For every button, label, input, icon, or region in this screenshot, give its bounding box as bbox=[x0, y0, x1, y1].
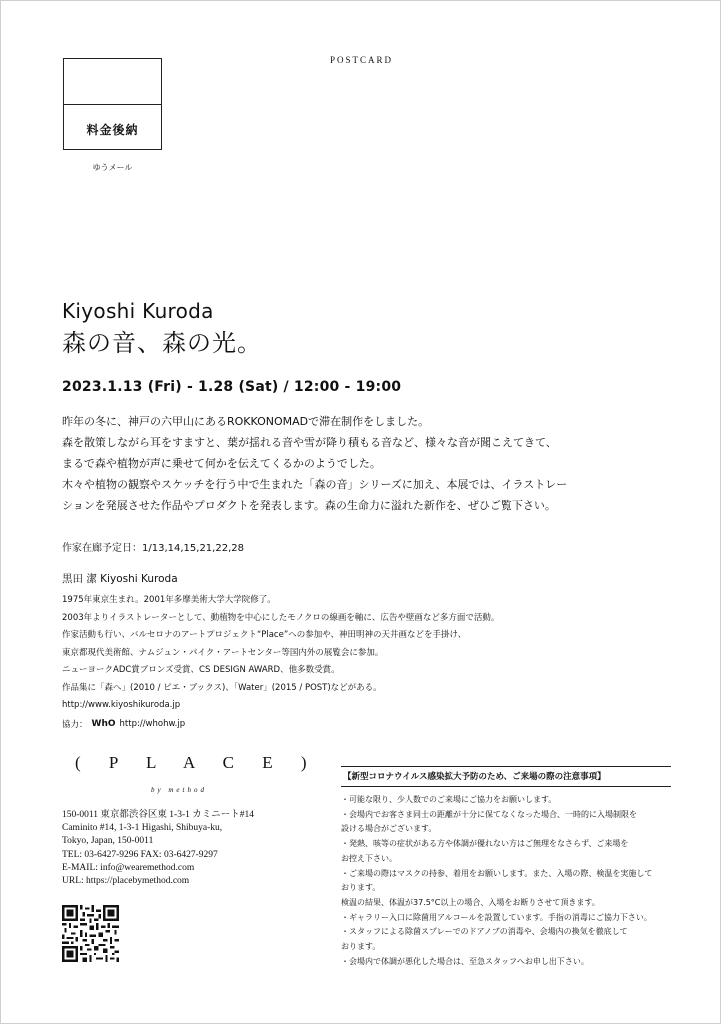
contact-phone: TEL: 03-6427-9296 FAX: 03-6427-9297 bbox=[62, 849, 218, 860]
qr-code[interactable] bbox=[62, 905, 119, 962]
statement-line: 森を散策しながら耳をすますと、葉が揺れる音や雪が降り積もる音など、様々な音が聞こえてきて、 bbox=[62, 436, 557, 449]
statement-line: 木々や植物の観察やスケッチを行う中で生まれた「森の音」シリーズに加え、本展では、イラストレー bbox=[62, 478, 568, 491]
mail-type-label: ゆうメール bbox=[92, 163, 133, 172]
notice-item: ・発熱、咳等の症状がある方や体調が優れない方はご無理をなさらず、ご来場を bbox=[341, 839, 629, 849]
contact-url[interactable]: URL: https://placebymethod.com bbox=[62, 876, 190, 887]
exhibition-dates: 2023.1.13 (Fri) - 1.28 (Sat) / 12:00 - 19:00 bbox=[62, 379, 402, 395]
notice-item: ・スタッフによる除菌スプレーでのドアノブの消毒や、会場内の換気を徹底して bbox=[341, 927, 628, 937]
address-line: Tokyo, Japan, 150-0011 bbox=[62, 836, 154, 847]
who-logo: WhO bbox=[91, 719, 116, 729]
stamp-divider bbox=[64, 104, 161, 105]
address-line: Caminito #14, 1-3-1 Higashi, Shibuya-ku, bbox=[62, 823, 223, 834]
cooperation-url[interactable]: http://whohw.jp bbox=[119, 719, 186, 729]
bio-line: 2003年よりイラストレーターとして、動植物を中心にしたモノクロの線画を軸に、広告や壁画など多方面で活動。 bbox=[62, 612, 500, 623]
bio-line: 1975年東京生まれ。2001年多摩美術大学大学院修了。 bbox=[62, 595, 276, 605]
cooperation-credit bbox=[62, 718, 185, 730]
notice-item: ・ギャラリー入口に除菌用アルコールを設置しています。手指の消毒にご協力下さい。 bbox=[341, 912, 652, 922]
notice-title: 【新型コロナウイルス感染拡大予防のため、ご来場の際の注意事項】 bbox=[341, 766, 671, 787]
notice-item: ・会場内でお客さま同士の距離が十分に保てなくなった場合、一時的に入場制限を bbox=[341, 809, 637, 819]
notice-item: ・ご来場の際はマスクの持参、着用をお願いします。また、入場の際、検温を実施して bbox=[341, 868, 653, 878]
exhibition-statement bbox=[62, 411, 672, 516]
artist-name: Kiyoshi Kuroda bbox=[62, 299, 214, 323]
bio-line: 作家活動も行い、バルセロナのアートプロジェクト“Place”への参加や、神田明神の天井画などを手掛け、 bbox=[62, 630, 467, 640]
bio-line: 作品集に「森へ」(2010 / ピエ・ブックス)、「Water」(2015 / POST)などがある。 bbox=[62, 682, 382, 693]
contact-email[interactable]: E-MAIL: info@wearemethod.com bbox=[62, 862, 195, 873]
artist-biography bbox=[62, 592, 662, 715]
postage-stamp-box bbox=[63, 58, 162, 150]
artist-attendance-days: 作家在廊予定日：1/13,14,15,21,22,28 bbox=[62, 543, 244, 554]
notice-item: おります。 bbox=[341, 883, 381, 893]
covid-notice bbox=[341, 766, 671, 969]
notice-item: お控え下さい。 bbox=[341, 853, 397, 863]
bio-line: 東京都現代美術館、ナムジュン・パイク・アートセンター等国内外の展覧会に参加。 bbox=[62, 647, 384, 658]
notice-list bbox=[341, 793, 671, 969]
address-line: 150-0011 東京都渋谷区東 1-3-1 カミニート#14 bbox=[62, 810, 255, 820]
exhibition-title: 森の音、森の光。 bbox=[62, 329, 262, 357]
statement-line: ションを発展させた作品やプロダクトを発表します。森の生命力に溢れた新作を、ぜひご覧下さい。 bbox=[62, 499, 556, 512]
notice-item: ・可能な限り、少人数でのご来場にご協力をお願いします。 bbox=[341, 795, 557, 804]
bio-name: 黒田 潔 Kiyoshi Kuroda bbox=[62, 573, 178, 585]
postcard-label: POSTCARD bbox=[329, 55, 393, 65]
postage-fee-label: 料金後納 bbox=[86, 123, 139, 137]
by-method-tagline: by method bbox=[151, 786, 207, 794]
notice-item: 検温の結果、体温が37.5°C以上の場合、入場をお断りさせて頂きます。 bbox=[341, 897, 600, 907]
notice-item: 設ける場合がございます。 bbox=[341, 824, 437, 834]
bio-line: ニューヨークADC賞ブロンズ受賞、CS DESIGN AWARD、他多数受賞。 bbox=[62, 665, 340, 675]
artist-website-link[interactable]: http://www.kiyoshikuroda.jp bbox=[62, 700, 181, 710]
notice-item: おります。 bbox=[341, 942, 381, 952]
cooperation-label: 協力： bbox=[62, 720, 88, 730]
notice-item: ・会場内で体調が悪化した場合は、至急スタッフへお申し出下さい。 bbox=[341, 956, 589, 966]
venue-address bbox=[62, 809, 254, 888]
statement-line: 昨年の冬に、神戸の六甲山にあるROKKONOMADで滞在制作をしました。 bbox=[62, 415, 430, 428]
statement-line: まるで森や植物が声に乗せて何かを伝えてくるかのようでした。 bbox=[62, 457, 381, 470]
place-logo: ( P L A C E ) bbox=[75, 753, 319, 772]
